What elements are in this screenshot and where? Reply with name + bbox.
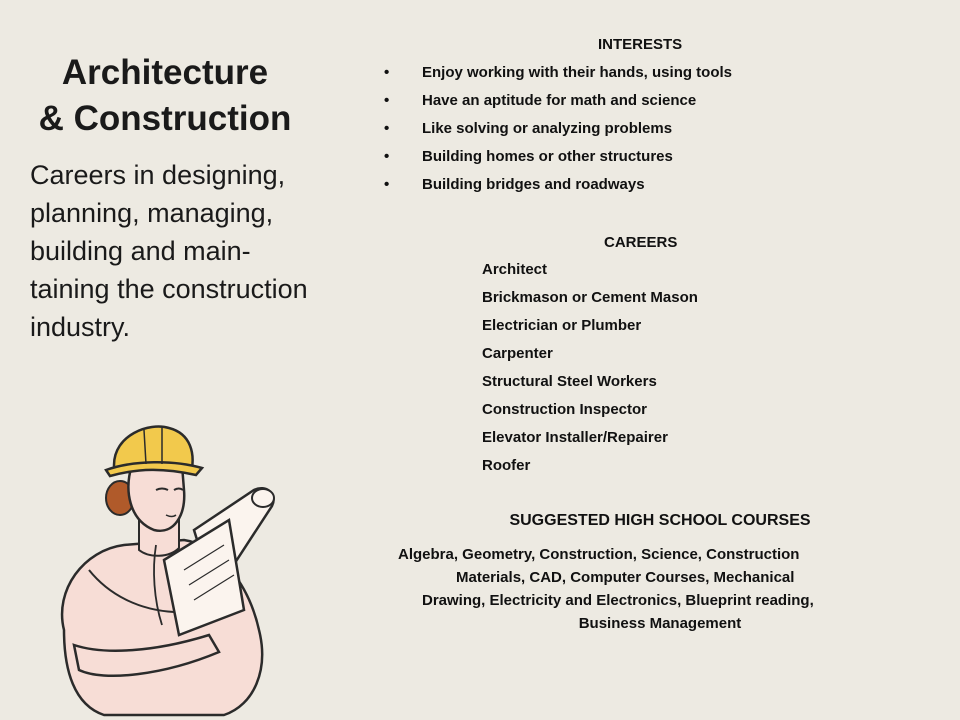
- subtitle-line-5: industry.: [30, 312, 131, 342]
- title-line-1: Architecture: [61, 53, 269, 92]
- career-item: Roofer: [482, 457, 531, 474]
- interest-item: • Building bridges and roadways: [380, 174, 732, 202]
- interests-list: [380, 62, 732, 202]
- interest-item: • Have an aptitude for math and science: [380, 90, 732, 118]
- page-title: [0, 50, 330, 142]
- interests-heading: INTERESTS: [598, 36, 683, 53]
- subtitle-line-4: taining the construction: [30, 274, 308, 304]
- career-item: Brickmason or Cement Mason: [482, 289, 698, 306]
- interest-item: • Enjoy working with their hands, using tools: [380, 62, 732, 90]
- subtitle-line-2: planning, managing,: [30, 198, 274, 228]
- career-item: Electrician or Plumber: [482, 317, 642, 334]
- career-item: Elevator Installer/Repairer: [482, 429, 668, 446]
- title-line-2: & Construction: [38, 99, 292, 138]
- career-item: Construction Inspector: [482, 401, 648, 418]
- construction-worker-icon: [44, 420, 294, 720]
- interest-item: • Like solving or analyzing problems: [380, 118, 732, 146]
- careers-list: [482, 258, 698, 482]
- courses-line-4: Business Management: [578, 615, 742, 632]
- career-item: Structural Steel Workers: [482, 373, 657, 390]
- courses-heading: SUGGESTED HIGH SCHOOL COURSES: [509, 512, 811, 529]
- subtitle: [30, 156, 360, 346]
- courses-text: [390, 543, 930, 635]
- career-item: Carpenter: [482, 345, 553, 362]
- subtitle-line-1: Careers in designing,: [30, 160, 286, 190]
- subtitle-line-3: building and main-: [30, 236, 251, 266]
- careers-heading: CAREERS: [604, 234, 678, 251]
- courses-line-1: Algebra, Geometry, Construction, Science, Construction: [398, 546, 800, 563]
- courses-line-3: Drawing, Electricity and Electronics, Blueprint reading,: [422, 592, 814, 609]
- courses-line-2: Materials, CAD, Computer Courses, Mechanical: [456, 569, 795, 586]
- interest-item: • Building homes or other structures: [380, 146, 732, 174]
- career-item: Architect: [482, 261, 548, 278]
